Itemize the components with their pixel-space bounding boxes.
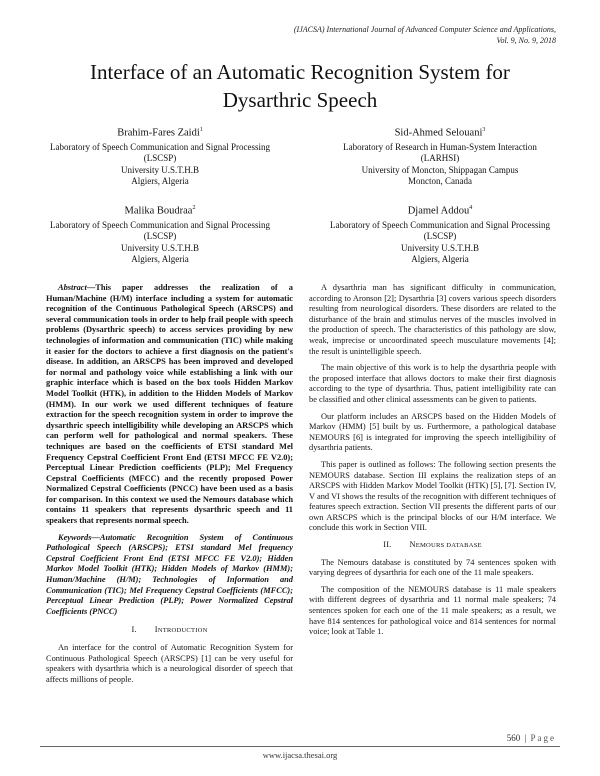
body-paragraph: An interface for the control of Automatic Recognition System for Continuous Pathological Speech (ARSCPS) [1] can be very useful for speakers with dysarthria which is a neurological disorder of speech that affects millions of people. bbox=[46, 643, 293, 684]
body-paragraph: The Nemours database is constituted by 74 sentences spoken with varying degrees of dysarthria for each one of the 11 male speakers. bbox=[309, 557, 556, 578]
author-block-3 bbox=[40, 202, 280, 266]
title-line-1: Interface of an Automatic Recognition System for bbox=[90, 60, 510, 84]
page-word: Page bbox=[530, 733, 556, 743]
section-heading-introduction bbox=[46, 625, 293, 637]
author-affiliation-line: University U.S.T.H.B bbox=[120, 164, 200, 175]
author-name: Malika Boudraa bbox=[124, 205, 193, 217]
author-affiliation-line: (LSCSP) bbox=[423, 231, 457, 242]
author-affiliation-line: Laboratory of Speech Communication and Signal Processing bbox=[330, 219, 550, 230]
author-affiliation-line: University U.S.T.H.B bbox=[120, 242, 200, 253]
author-block-2 bbox=[320, 124, 560, 188]
keywords-label: Keywords bbox=[58, 532, 92, 542]
body-paragraph: The composition of the NEMOURS database is 11 male speakers with different degrees of dysarthria and 11 normal male speakers; 74 sentences spoken for each one of the 11 male speakers; as a result, we have 814 sentences for pathological voice and 814 sentences for normal voice; look at Table 1. bbox=[309, 584, 556, 637]
author-affiliation-line: (LARHSI) bbox=[420, 153, 460, 164]
page-number-separator: | bbox=[524, 733, 527, 743]
body-paragraph: This paper is outlined as follows: The following section presents the NEMOURS database. Section III explains the realization steps of an ARSCPS with Hidden Markov Model Toolkit (HTK) [5], [7]. Section IV, V and VI shows the results of the recognition with different techniques of features speech extraction. Section VII presents the different parts of our own ARSCPS which is the principal blocks of our H/M interface. We conclude this work in Section VIII. bbox=[309, 459, 556, 533]
section-title-initial: N bbox=[409, 540, 416, 550]
abstract bbox=[46, 283, 293, 527]
author-block-1 bbox=[40, 124, 280, 188]
author-affiliation-line: Laboratory of Speech Communication and Signal Processing bbox=[50, 141, 270, 152]
author-affiliation-line: Laboratory of Research in Human-System Interaction bbox=[343, 141, 537, 152]
section-title-rest: EMOURS DATABASE bbox=[415, 542, 482, 550]
author-sup: 2 bbox=[192, 205, 196, 211]
paper-title bbox=[40, 58, 560, 114]
body-paragraph: The main objective of this work is to help the dysarthria people with the proposed interface that allows doctors to make their first diagnosis according to the type of dysarthria. Thus, patient intelligibility rate can be classified and other clinical assessments can be given to patients. bbox=[309, 363, 556, 404]
author-affiliation-line: (LSCSP) bbox=[143, 153, 177, 164]
author-affiliation-line: Moncton, Canada bbox=[408, 176, 472, 187]
right-column bbox=[309, 283, 556, 644]
left-column bbox=[46, 283, 293, 691]
title-line-2: Dysarthric Speech bbox=[222, 88, 378, 112]
keywords-text: —Automatic Recognition System of Continuous Pathological Speech (ARSCPS); ETSI standard Mel frequency Cepstral Coefficient Front End (ETSI MFCC FE V2.0); Hidden Markov Model Toolkit (HTK); Hidden Models of Markov (HMM); Human/Machine (H/M); Technologies of Information and Communication (TIC); Mel Frequency Cepstral Coefficients (MFCC); Perceptual Linear Prediction (PLP); Power Normalized Cepstral Coefficients (PNCC) bbox=[46, 532, 293, 616]
page-number-value: 560 bbox=[506, 733, 521, 743]
author-affiliation-line: Algiers, Algeria bbox=[131, 176, 189, 187]
page-number bbox=[507, 733, 556, 743]
author-name: Djamel Addou bbox=[407, 205, 470, 217]
section-title-initial: I bbox=[154, 625, 158, 635]
author-sup: 4 bbox=[469, 205, 473, 211]
keywords bbox=[46, 533, 293, 618]
author-name: Brahim-Fares Zaidi bbox=[117, 127, 200, 139]
author-affiliation-line: Laboratory of Speech Communication and Signal Processing bbox=[50, 219, 270, 230]
section-heading-nemours-database bbox=[309, 540, 556, 552]
section-number: II. bbox=[383, 540, 392, 550]
body-paragraph: A dysarthria man has significant difficulty in communication, according to Aronson [2]; Dysarthria [3] covers various speech disorders resulting from neurological disorders. These disorders are related to the disturbance of the brain and stimulus nerves of the muscles involved in the production of speech. The characteristics of this pathology are slow, weak, imprecise or uncoordinated speech musculature movements [4]; the result is unintelligible speech. bbox=[309, 283, 556, 356]
journal-header bbox=[226, 24, 556, 46]
author-block-4 bbox=[320, 202, 560, 266]
journal-line-2: Vol. 9, No. 9, 2018 bbox=[496, 36, 556, 45]
author-name: Sid-Ahmed Selouani bbox=[394, 127, 483, 139]
journal-line-1: (IJACSA) International Journal of Advanced Computer Science and Applications, bbox=[293, 25, 556, 34]
author-sup: 3 bbox=[482, 127, 486, 133]
body-paragraph: Our platform includes an ARSCPS based on the Hidden Models of Markov (HMM) [5] built by us. Furthermore, a pathological database NEMOURS [6] is integrated for improving the speech intelligibility of dysarthria patients. bbox=[309, 411, 556, 453]
abstract-text: —This paper addresses the realization of a Human/Machine (H/M) interface including a system for automatic recognition of the Continuous Pathological Speech (ARSCPS) and several communication tools in order to help frail people with speech problems (Dysarthric speech) to access services providing by new technologies of information and communication (TIC) while making it easier for the doctors to achieve a first diagnosis on the patient's disease. In addition, an ARSCPS has been improved and developed for normal and pathology voice while establishing a link with our graphic interface which is based on the box tools Hidden Markov Model Toolkit (HTK), in addition to the Hidden Models of Markov (HMM). In our work we used different techniques of feature extraction for the speech recognition system in order to improve the dysarthric speech intelligibility while developing an ARSCPS which can perform well for pathological and normal speakers. These techniques are based on the coefficients of ETSI standard Mel Frequency Cepstral Coefficient Front End (ETSI MFCC FE V2.0); Perceptual Linear Prediction coefficients (PLP); Mel Frequency Cepstral Coefficients (MFCC) and the recently proposed Power Normalized Cepstral Coefficients (PNCC) have been used as a basis for comparison. In this context we used the Nemours database which contains 11 speakers that represents dysarthric speech and 11 speakers that represents normal speech. bbox=[46, 283, 293, 526]
author-sup: 1 bbox=[199, 127, 203, 133]
author-affiliation-line: Algiers, Algeria bbox=[411, 254, 469, 265]
abstract-label: Abstract bbox=[58, 283, 87, 292]
author-affiliation-line: University of Moncton, Shippagan Campus bbox=[361, 164, 519, 175]
section-number: I. bbox=[131, 625, 137, 635]
author-affiliation-line: Algiers, Algeria bbox=[131, 254, 189, 265]
footer-rule bbox=[40, 746, 560, 747]
section-title-rest: NTRODUCTION bbox=[157, 627, 208, 635]
author-affiliation-line: (LSCSP) bbox=[143, 231, 177, 242]
author-affiliation-line: University U.S.T.H.B bbox=[400, 242, 480, 253]
footer-url: www.ijacsa.thesai.org bbox=[262, 750, 338, 760]
